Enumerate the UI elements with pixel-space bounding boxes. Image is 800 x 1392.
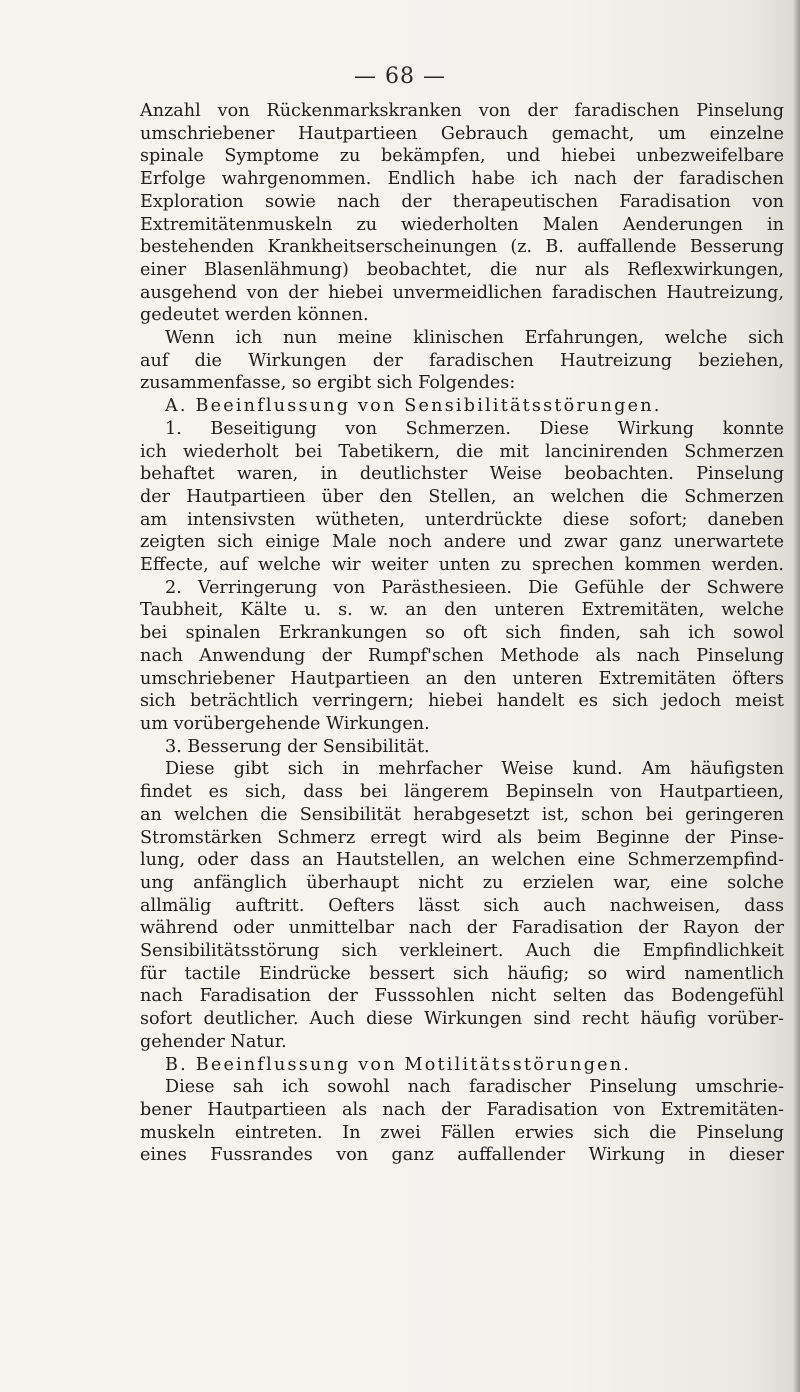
text-line: findet es sich, dass bei längerem Bepinseln von Hautpartieen,: [140, 782, 784, 803]
text-line: nach Anwendung der Rumpf'schen Methode als nach Pinselung: [140, 645, 784, 666]
page-number: — 68 —: [354, 64, 446, 89]
text-line: Diese gibt sich in mehrfacher Weise kund. Am häufigsten: [165, 759, 784, 780]
text-line: ung anfänglich überhaupt nicht zu erzielen war, eine solche: [140, 872, 784, 893]
text-line: umschriebener Hautpartieen Gebrauch gemacht, um einzelne: [140, 123, 784, 144]
text-line: für tactile Eindrücke bessert sich häufig; so wird namentlich: [140, 963, 784, 984]
text-line: muskeln eintreten. In zwei Fällen erwies sich die Pinselung: [140, 1122, 784, 1143]
text-line: behaftet waren, in deutlichster Weise beobachten. Pinselung: [140, 464, 784, 485]
section-heading: B. Beeinflussung von Motilitätsstörungen.: [165, 1054, 632, 1075]
text-line: an welchen die Sensibilität herabgesetzt ist, schon bei geringeren: [140, 804, 784, 825]
section-heading: A. Beeinflussung von Sensibilitätsstörungen.: [165, 396, 662, 417]
text-line: lung, oder dass an Hautstellen, an welchen eine Schmerzempfind-: [140, 850, 784, 871]
text-line: Wenn ich nun meine klinischen Erfahrungen, welche sich: [165, 328, 784, 349]
text-line: allmälig auftritt. Oefters lässt sich auch nachweisen, dass: [140, 895, 784, 916]
text-line: bei spinalen Erkrankungen so oft sich finden, sah ich sowol: [140, 623, 784, 644]
text-line: eines Fussrandes von ganz auffallender Wirkung in dieser: [140, 1145, 784, 1166]
text-line: Erfolge wahrgenommen. Endlich habe ich nach der faradischen: [140, 169, 784, 190]
text-line: sofort deutlicher. Auch diese Wirkungen sind recht häufig vorüber-: [140, 1009, 784, 1030]
text-line: Effecte, auf welche wir weiter unten zu sprechen kommen werden.: [140, 555, 784, 576]
text-line: Diese sah ich sowohl nach faradischer Pinselung umschrie-: [165, 1077, 784, 1098]
text-line: bener Hautpartieen als nach der Faradisation von Extremitäten-: [140, 1099, 784, 1120]
text-line: 2. Verringerung von Parästhesieen. Die Gefühle der Schwere: [165, 577, 784, 598]
body-text: [140, 100, 784, 1167]
text-line: ich wiederholt bei Tabetikern, die mit lancinirenden Schmerzen: [140, 441, 784, 462]
text-line: spinale Symptome zu bekämpfen, und hiebei unbezweifelbare: [140, 146, 784, 167]
text-line: Sensibilitätsstörung sich verkleinert. Auch die Empfindlichkeit: [140, 941, 784, 962]
text-line: während oder unmittelbar nach der Faradisation der Rayon der: [140, 918, 784, 939]
text-line: Exploration sowie nach der therapeutischen Faradisation von: [140, 191, 784, 212]
text-line: der Hautpartieen über den Stellen, an welchen die Schmerzen: [140, 486, 784, 507]
text-line: umschriebener Hautpartieen an den unteren Extremitäten öfters: [140, 668, 784, 689]
text-line: 3. Besserung der Sensibilität.: [165, 736, 430, 757]
text-line: Stromstärken Schmerz erregt wird als beim Beginne der Pinse-: [140, 827, 784, 848]
text-line: zeigten sich einige Male noch andere und zwar ganz unerwartete: [140, 532, 784, 553]
text-line: ausgehend von der hiebei unvermeidlichen faradischen Hautreizung,: [140, 282, 784, 303]
text-line: gehender Natur.: [140, 1031, 287, 1052]
text-line: Taubheit, Kälte u. s. w. an den unteren Extremitäten, welche: [140, 600, 784, 621]
text-line: auf die Wirkungen der faradischen Hautreizung beziehen,: [140, 350, 784, 371]
text-line: nach Faradisation der Fusssohlen nicht selten das Bodengefühl: [140, 986, 784, 1007]
text-line: gedeutet werden können.: [140, 305, 369, 326]
page-edge-shadow: [794, 0, 800, 1392]
text-line: zusammenfasse, so ergibt sich Folgendes:: [140, 373, 516, 394]
text-line: sich beträchtlich verringern; hiebei handelt es sich jedoch meist: [140, 691, 784, 712]
text-line: um vorübergehende Wirkungen.: [140, 713, 430, 734]
text-line: Anzahl von Rückenmarkskranken von der faradischen Pinselung: [140, 101, 784, 121]
text-line: Extremitätenmuskeln zu wiederholten Malen Aenderungen in: [140, 214, 784, 235]
text-line: am intensivsten wütheten, unterdrückte diese sofort; daneben: [140, 509, 784, 530]
text-line: 1. Beseitigung von Schmerzen. Diese Wirkung konnte: [165, 418, 784, 439]
text-line: einer Blasenlähmung) beobachtet, die nur als Reflexwirkungen,: [140, 259, 784, 280]
text-line: bestehenden Krankheitserscheinungen (z. B. auffallende Besserung: [140, 237, 784, 258]
